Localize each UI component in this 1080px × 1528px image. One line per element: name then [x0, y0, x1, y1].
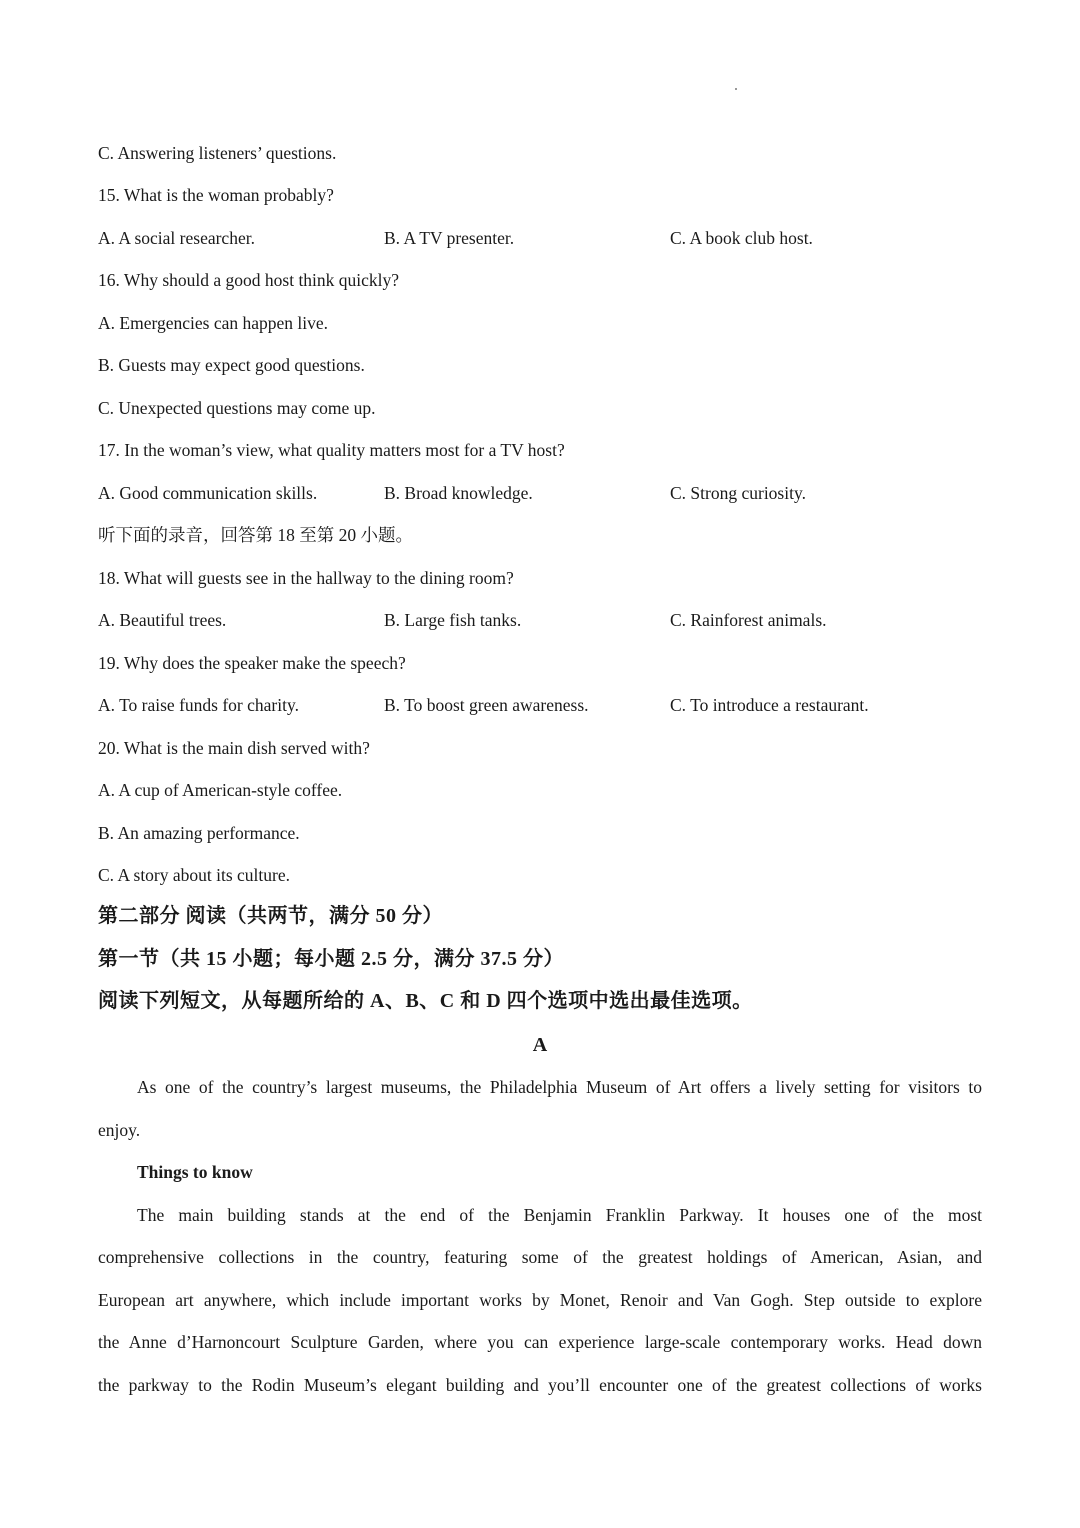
q18-option-b: B. Large fish tanks.: [384, 610, 522, 630]
q18-option-a: A. Beautiful trees.: [98, 610, 227, 630]
passage-letter: A: [532, 1034, 548, 1056]
q19-option-b: B. To boost green awareness.: [384, 695, 589, 715]
q15-option-a: A. A social researcher.: [98, 228, 255, 248]
q15-options: [98, 227, 982, 249]
q15-option-c: C. A book club host.: [670, 228, 813, 248]
q19-option-c: C. To introduce a restaurant.: [670, 695, 869, 715]
scan-speck: [735, 88, 737, 90]
q19-option-a: A. To raise funds for charity.: [98, 695, 299, 715]
passage-line: The main building stands at the end of the Benjamin Franklin Parkway. It houses one of the most: [137, 1205, 982, 1225]
q16-option-c: C. Unexpected questions may come up.: [98, 398, 376, 418]
q20-option-a: A. A cup of American-style coffee.: [98, 780, 343, 800]
q19-options: [98, 694, 982, 716]
q14-option-c: C. Answering listeners’ questions.: [98, 143, 337, 163]
q18-option-c: C. Rainforest animals.: [670, 610, 827, 630]
q15-option-b: B. A TV presenter.: [384, 228, 515, 248]
part-two-heading: 第二部分 阅读（共两节，满分 50 分）: [98, 905, 443, 927]
q18-options: [98, 609, 982, 631]
reading-instruction: 阅读下列短文，从每题所给的 A、B、C 和 D 四个选项中选出最佳选项。: [98, 990, 753, 1012]
passage-line: the parkway to the Rodin Museum’s elegant building and you’ll encounter one of the greatest collections of works: [98, 1375, 982, 1395]
section-one-heading: 第一节（共 15 小题；每小题 2.5 分，满分 37.5 分）: [98, 948, 564, 970]
question-19: 19. Why does the speaker make the speech?: [98, 653, 406, 673]
q17-option-b: B. Broad knowledge.: [384, 483, 533, 503]
passage-line: enjoy.: [98, 1120, 141, 1140]
passage-line: European art anywhere, which include important works by Monet, Renoir and Van Gogh. Step outside to explore: [98, 1290, 982, 1310]
q16-option-b: B. Guests may expect good questions.: [98, 355, 365, 375]
q17-options: [98, 482, 982, 504]
q20-option-b: B. An amazing performance.: [98, 823, 300, 843]
passage-line: the Anne d’Harnoncourt Sculpture Garden, where you can experience large-scale contemporary works. Head down: [98, 1332, 982, 1352]
listening-instruction: 听下面的录音，回答第 18 至第 20 小题。: [98, 525, 413, 545]
passage-line: As one of the country’s largest museums, the Philadelphia Museum of Art offers a lively setting for visitors to: [137, 1077, 982, 1097]
q17-option-c: C. Strong curiosity.: [670, 483, 806, 503]
question-16: 16. Why should a good host think quickly?: [98, 270, 400, 290]
q16-option-a: A. Emergencies can happen live.: [98, 313, 329, 333]
question-15: 15. What is the woman probably?: [98, 185, 334, 205]
question-17: 17. In the woman’s view, what quality matters most for a TV host?: [98, 440, 565, 460]
passage-line: comprehensive collections in the country, featuring some of the greatest holdings of American, Asian, and: [98, 1247, 982, 1267]
subheading-things-to-know: Things to know: [137, 1162, 253, 1182]
question-20: 20. What is the main dish served with?: [98, 738, 370, 758]
question-18: 18. What will guests see in the hallway to the dining room?: [98, 568, 514, 588]
q17-option-a: A. Good communication skills.: [98, 483, 318, 503]
q20-option-c: C. A story about its culture.: [98, 865, 291, 885]
